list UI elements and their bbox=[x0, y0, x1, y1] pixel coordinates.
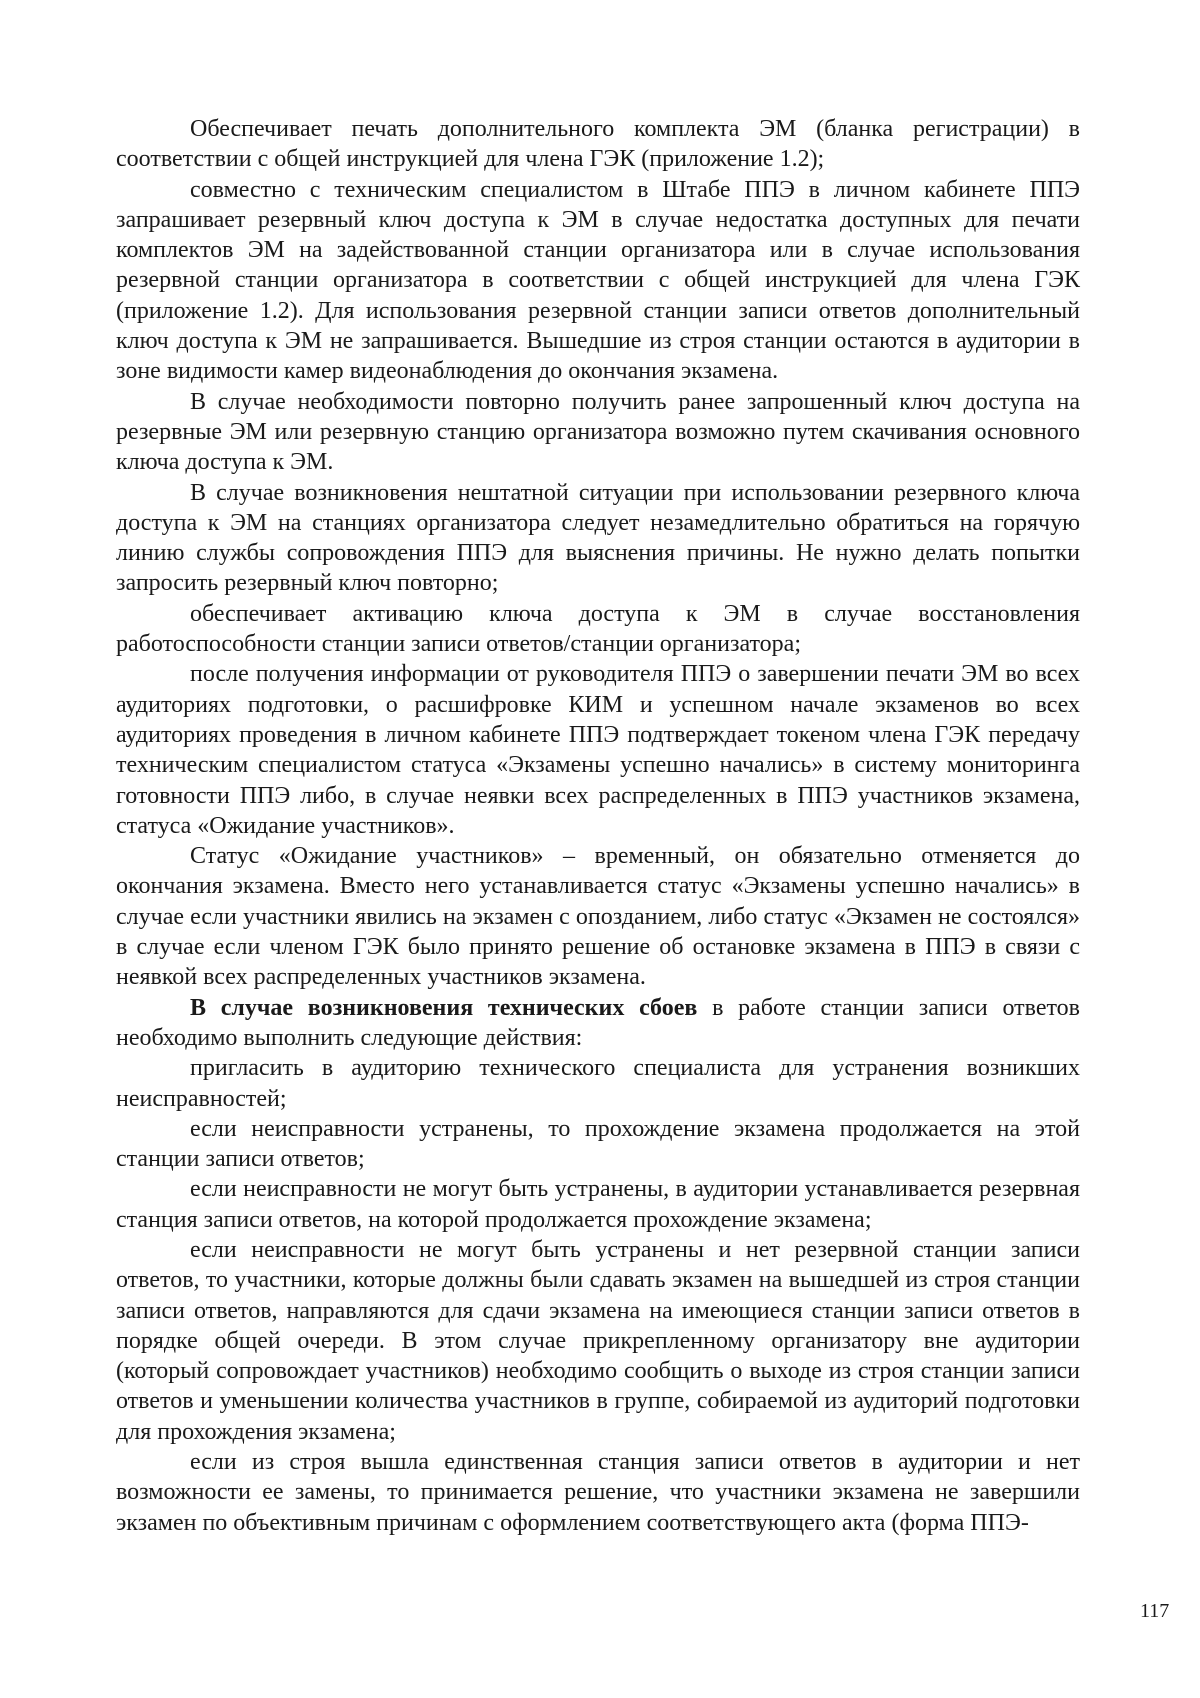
paragraph-4: В случае возникновения нештатной ситуации при использовании резервного ключа доступа к ЭМ на станциях организатора следует незамедлительно обратиться на горячую линию службы сопровождения ППЭ для выяснения причины. Не нужно делать попытки запросить резервный ключ повторно; bbox=[116, 479, 1080, 597]
paragraph-12: если неисправности не могут быть устранены и нет резервной станции записи ответов, то участники, которые должны были сдавать экзамен на вышедшей из строя станции записи ответов, направляются для сдачи экзамена на имеющиеся станции записи ответов в порядке общей очереди. В этом случае прикрепленному организатору вне аудитории (который сопровождает участников) необходимо сообщить о выходе из строя станции записи ответов и уменьшении количества участников в группе, собираемой из аудиторий подготовки для прохождения экзамена; bbox=[116, 1236, 1080, 1445]
body-text bbox=[116, 114, 1080, 1538]
paragraph-2: совместно с техническим специалистом в Штабе ППЭ в личном кабинете ППЭ запрашивает резервный ключ доступа к ЭМ в случае недостатка доступных для печати комплектов ЭМ на задействованной станции организатора или в случае использования резервной станции организатора в соответствии с общей инструкцией для члена ГЭК (приложение 1.2). Для использования резервной станции записи ответов дополнительный ключ доступа к ЭМ не запрашивается. Вышедшие из строя станции остаются в аудитории в зоне видимости камер видеонаблюдения до окончания экзамена. bbox=[116, 176, 1080, 385]
paragraph-8-technical-failures bbox=[116, 993, 1080, 1054]
paragraph-13: если из строя вышла единственная станция записи ответов в аудитории и нет возможности ее замены, то принимается решение, что участники экзамена не завершили экзамен по объективным причинам с оформлением соответствующего акта (форма ППЭ- bbox=[116, 1449, 1080, 1536]
paragraph-1: Обеспечивает печать дополнительного комплекта ЭМ (бланка регистрации) в соответствии с общей инструкцией для члена ГЭК (приложение 1.2); bbox=[116, 116, 1080, 173]
paragraph-6: после получения информации от руководителя ППЭ о завершении печати ЭМ во всех аудиториях подготовки, о расшифровке КИМ и успешном начале экзаменов во всех аудиториях проведения в личном кабинете ППЭ подтверждает токеном члена ГЭК передачу техническим специалистом статуса «Экзамены успешно начались» в систему мониторинга готовности ППЭ либо, в случае неявки всех распределенных в ППЭ участников экзамена, статуса «Ожидание участников». bbox=[116, 661, 1080, 839]
paragraph-7: Статус «Ожидание участников» – временный, он обязательно отменяется до окончания экзамена. Вместо него устанавливается статус «Экзамены успешно начались» в случае если участники явились на экзамен с опозданием, либо статус «Экзамен не состоялся» в случае если членом ГЭК было принято решение об остановке экзамена в ППЭ в связи с неявкой всех распределенных участников экзамена. bbox=[116, 843, 1080, 991]
paragraph-3: В случае необходимости повторно получить ранее запрошенный ключ доступа на резервные ЭМ или резервную станцию организатора возможно путем скачивания основного ключа доступа к ЭМ. bbox=[116, 388, 1080, 476]
paragraph-5: обеспечивает активацию ключа доступа к ЭМ в случае восстановления работоспособности станции записи ответов/станции организатора; bbox=[116, 600, 1080, 658]
bold-lead-text: В случае возникновения технических сбоев bbox=[190, 994, 698, 1021]
paragraph-8-rest: в работе станции записи ответов необходимо выполнить следующие действия: bbox=[116, 994, 1081, 1051]
paragraph-11: если неисправности не могут быть устранены, в аудитории устанавливается резервная станция записи ответов, на которой продолжается прохождение экзамена; bbox=[116, 1176, 1080, 1233]
page-number: 117 bbox=[1140, 1600, 1170, 1622]
paragraph-9: пригласить в аудиторию технического специалиста для устранения возникших неисправностей; bbox=[116, 1055, 1080, 1112]
paragraph-10: если неисправности устранены, то прохождение экзамена продолжается на этой станции записи ответов; bbox=[116, 1115, 1080, 1173]
